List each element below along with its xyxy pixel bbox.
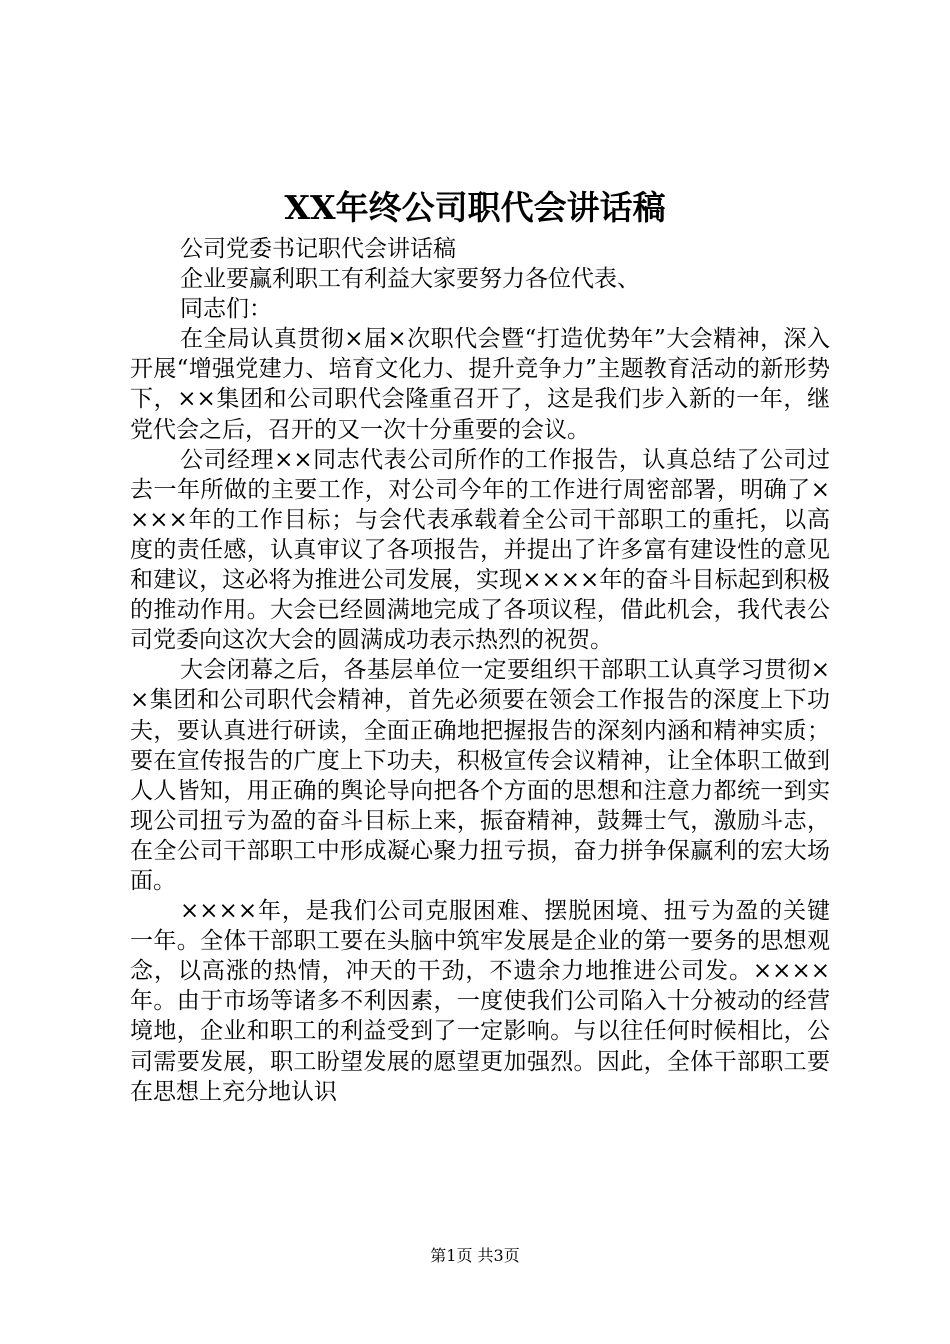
document-title: XX年终公司职代会讲话稿 [284, 188, 666, 227]
paragraph-salutation: 同志们： [180, 296, 272, 323]
paragraph-subtitle: 公司党委书记职代会讲话稿 [180, 236, 456, 262]
paragraph: 大会闭幕之后，各基层单位一定要组织干部职工认真学习贯彻××集团和公司职代会精神，首先必须要在领会工作报告的深度上下功夫，要认真进行研读，全面正确地把握报告的深刻内涵和精神实质；要在宣传报告的广度上下功夫，积极宣传会议精神，让全体职工做到人人皆知，用正确的舆论导向把各个方面的思想和注意力都统一到实现公司扭亏为盈的奋斗目标上来，振奋精神，鼓舞士气，激励斗志，在全公司干部职工中形成凝心聚力扭亏损，奋力拼争保赢利的宏大场面。 [130, 657, 830, 894]
document-body [130, 234, 830, 1107]
paragraph: 公司经理××同志代表公司所作的工作报告，认真总结了公司过去一年所做的主要工作，对公司今年的工作进行周密部署，明确了××××年的工作目标；与会代表承载着全公司干部职工的重托，以高度的责任感，认真审议了各项报告，并提出了许多富有建设性的意见和建议，这必将为推进公司发展，实现××××年的奋斗目标起到积极的推动作用。大会已经圆满地完成了各项议程，借此机会，我代表公司党委向这次大会的圆满成功表示热烈的祝贺。 [130, 446, 830, 654]
paragraph: ××××年，是我们公司克服困难、摆脱困境、扭亏为盈的关键一年。全体干部职工要在头脑中筑牢发展是企业的第一要务的思想观念，以高涨的热情，冲天的干劲，不遗余力地推进公司发。××××年。由于市场等诸多不利因素，一度使我们公司陷入十分被动的经营境地，企业和职工的利益受到了一定影响。与以往任何时候相比，公司需要发展，职工盼望发展的愿望更加强烈。因此，全体干部职工要在思想上充分地认识 [130, 898, 830, 1105]
page-number-footer: 第1页 共3页 [430, 1246, 520, 1265]
paragraph: 在全局认真贯彻×届×次职代会暨“打造优势年”大会精神，深入开展“增强党建力、培育文化力、提升竞争力”主题教育活动的新形势下，××集团和公司职代会隆重召开了，这是我们步入新的一年，继党代会之后，召开的又一次十分重要的会议。 [130, 326, 830, 443]
paragraph-slogan: 企业要赢利职工有利益大家要努力各位代表、 [180, 266, 640, 293]
